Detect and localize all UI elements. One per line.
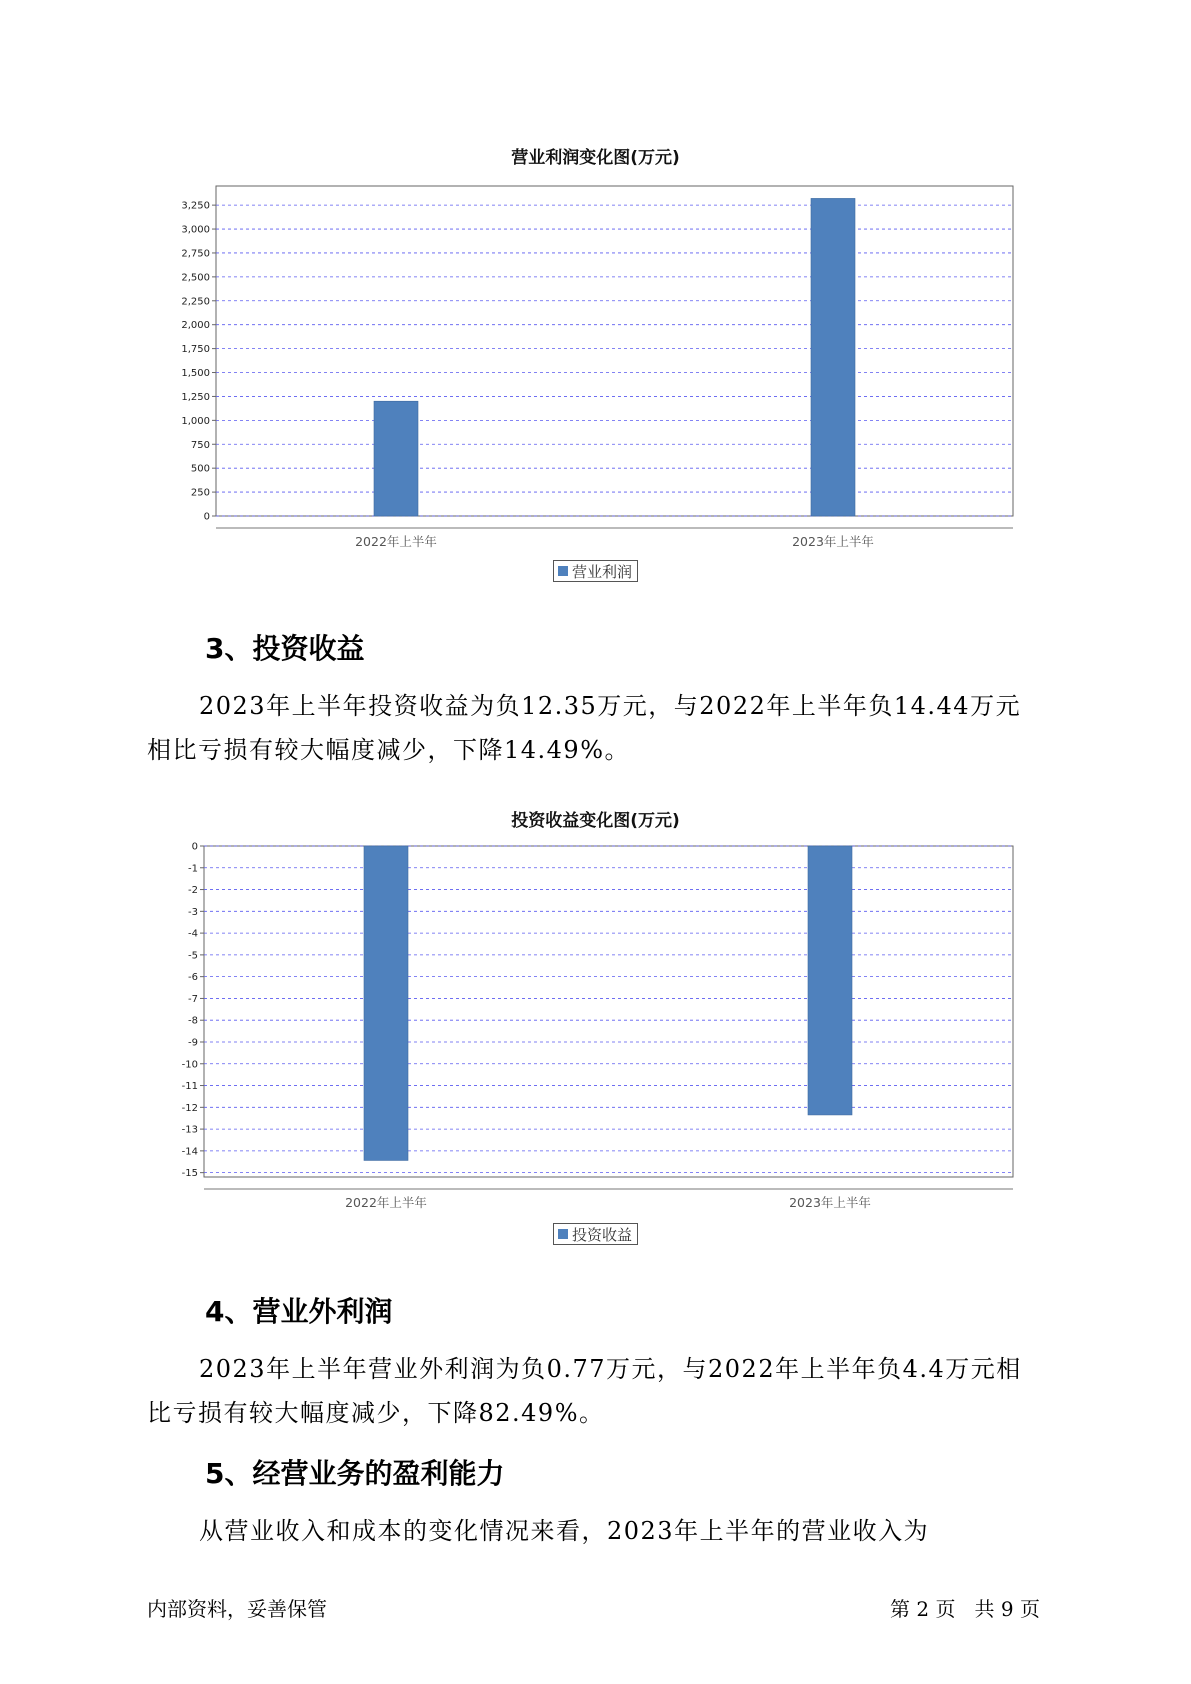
y-tick-label: -15 bbox=[181, 1168, 198, 1180]
y-tick-label: -8 bbox=[188, 1015, 198, 1027]
x-category-label: 2023年上半年 bbox=[792, 534, 874, 549]
y-tick-label: 1,000 bbox=[181, 415, 210, 427]
y-tick-label: 500 bbox=[190, 463, 210, 475]
section-heading-non-operating-profit: 4、营业外利润 bbox=[205, 1295, 393, 1328]
footer-confidential-note: 内部资料，妥善保管 bbox=[147, 1597, 327, 1621]
y-tick-label: 2,500 bbox=[181, 272, 210, 284]
paragraph-line: 从营业收入和成本的变化情况来看，2023年上半年的营业收入为 bbox=[199, 1517, 930, 1545]
y-tick-label: -5 bbox=[188, 950, 198, 962]
chart1-legend-label: 营业利润 bbox=[572, 562, 633, 581]
paragraph-line: 2023年上半年营业外利润为负0.77万元，与2022年上半年负4.4万元相 bbox=[199, 1355, 1022, 1383]
y-tick-label: 2,750 bbox=[181, 248, 210, 260]
operating-profit-chart bbox=[0, 180, 1191, 560]
section-paragraph-profitability bbox=[147, 1509, 1067, 1553]
x-category-label: 2023年上半年 bbox=[789, 1195, 871, 1210]
y-tick-label: -2 bbox=[188, 885, 198, 897]
y-tick-label: -11 bbox=[181, 1081, 198, 1093]
bar-2 bbox=[808, 846, 852, 1115]
y-tick-label: 3,250 bbox=[181, 200, 210, 212]
x-category-label: 2022年上半年 bbox=[355, 534, 437, 549]
investment-income-chart bbox=[0, 840, 1191, 1220]
x-category-label: 2022年上半年 bbox=[345, 1195, 427, 1210]
y-tick-label: -13 bbox=[181, 1124, 198, 1136]
y-tick-label: -12 bbox=[181, 1102, 198, 1114]
y-tick-label: 1,500 bbox=[181, 368, 210, 380]
y-tick-label: -14 bbox=[181, 1146, 198, 1158]
y-tick-label: 3,000 bbox=[181, 224, 210, 236]
section-heading-profitability: 5、经营业务的盈利能力 bbox=[205, 1457, 505, 1490]
chart1-legend bbox=[553, 560, 638, 582]
chart2-legend bbox=[553, 1223, 638, 1245]
y-tick-label: 2,000 bbox=[181, 320, 210, 332]
chart1-title: 营业利润变化图(万元) bbox=[511, 148, 680, 168]
paragraph-line: 2023年上半年投资收益为负12.35万元，与2022年上半年负14.44万元 bbox=[199, 692, 1022, 720]
section-heading-investment-income: 3、投资收益 bbox=[205, 632, 365, 665]
section-paragraph-non-operating-profit bbox=[147, 1347, 1067, 1435]
y-tick-label: -4 bbox=[188, 928, 198, 940]
bar-1 bbox=[374, 401, 418, 516]
y-tick-label: 1,750 bbox=[181, 344, 210, 356]
section-paragraph-investment-income bbox=[147, 684, 1067, 772]
y-tick-label: -7 bbox=[188, 993, 198, 1005]
y-tick-label: 1,250 bbox=[181, 391, 210, 403]
y-tick-label: 250 bbox=[190, 487, 210, 499]
plot-area bbox=[216, 186, 1013, 516]
y-tick-label: -1 bbox=[188, 863, 198, 875]
y-tick-label: 750 bbox=[190, 439, 210, 451]
y-tick-label: -9 bbox=[188, 1037, 198, 1049]
plot-area bbox=[204, 846, 1013, 1177]
legend-swatch bbox=[558, 566, 568, 576]
y-tick-label: 2,250 bbox=[181, 296, 210, 308]
bar-1 bbox=[364, 846, 408, 1160]
paragraph-line: 比亏损有较大幅度减少，下降82.49%。 bbox=[147, 1399, 605, 1427]
y-tick-label: 0 bbox=[191, 841, 198, 853]
y-tick-label: -6 bbox=[188, 972, 198, 984]
chart2-title: 投资收益变化图(万元) bbox=[511, 811, 680, 831]
y-tick-label: -3 bbox=[188, 906, 198, 918]
footer-page-number: 第 2 页 共 9 页 bbox=[890, 1597, 1040, 1621]
legend-swatch bbox=[558, 1229, 568, 1239]
bar-2 bbox=[811, 198, 855, 516]
y-tick-label: 0 bbox=[203, 511, 210, 523]
y-tick-label: -10 bbox=[181, 1059, 198, 1071]
paragraph-line: 相比亏损有较大幅度减少，下降14.49%。 bbox=[147, 736, 631, 764]
chart2-legend-label: 投资收益 bbox=[572, 1225, 633, 1244]
